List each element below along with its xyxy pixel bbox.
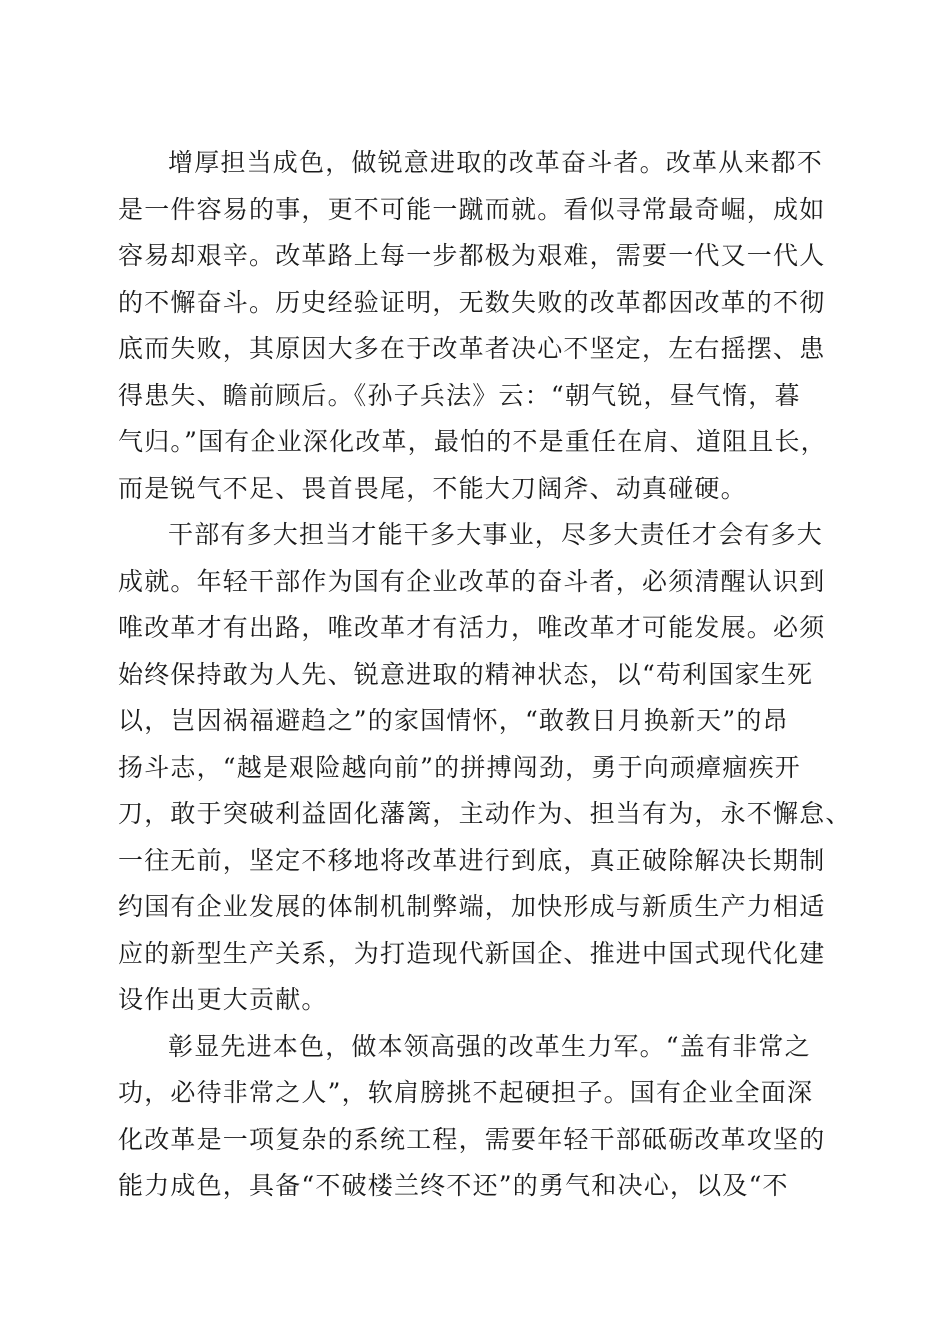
- text-line: 底而失败，其原因大多在于改革者决心不坚定，左右摇摆、患: [118, 334, 826, 363]
- text-line: 成就。年轻干部作为国有企业改革的奋斗者，必须清醒认识到: [118, 566, 826, 596]
- paragraph-3: [118, 1024, 830, 1210]
- text-line: 彰显先进本色，做本领高强的改革生力军。“盖有非常之: [168, 1031, 811, 1061]
- text-line: 以，岂因祸福避趋之”的家国情怀，“敢教日月换新天”的昂: [118, 706, 789, 735]
- text-line: 始终保持敢为人先、锐意进取的精神状态，以“苟利国家生死: [118, 659, 814, 689]
- text-line: 约国有企业发展的体制机制弊端，加快形成与新质生产力相适: [118, 892, 826, 921]
- text-line: 设作出更大贡献。: [118, 985, 328, 1014]
- text-line: 是一件容易的事，更不可能一蹴而就。看似寻常最奇崛，成如: [118, 194, 826, 224]
- text-line: 得患失、瞻前顾后。《孙子兵法》云：“朝气锐，昼气惰，暮: [118, 380, 801, 410]
- text-line: 气归。”国有企业深化改革，最怕的不是重任在肩、道阻且长，: [118, 427, 827, 456]
- text-line: 唯改革才有出路，唯改革才有活力，唯改革才可能发展。必须: [118, 613, 826, 642]
- text-line: 的不懈奋斗。历史经验证明，无数失败的改革都因改革的不彻: [118, 287, 826, 317]
- document-body: [118, 140, 852, 1210]
- text-line: 而是锐气不足、畏首畏尾，不能大刀阔斧、动真碰硬。: [118, 473, 747, 503]
- paragraph-1: [118, 140, 830, 512]
- text-line: 干部有多大担当才能干多大事业，尽多大责任才会有多大: [168, 520, 824, 549]
- text-line: 一往无前，坚定不移地将改革进行到底，真正破除解决长期制: [118, 845, 826, 875]
- text-line: 能力成色，具备“不破楼兰终不还”的勇气和决心，以及“不: [118, 1171, 789, 1200]
- text-line: 化改革是一项复杂的系统工程，需要年轻干部砥砺改革攻坚的: [118, 1124, 826, 1154]
- paragraph-2: [118, 512, 852, 1024]
- text-line: 功，必待非常之人”，软肩膀挑不起硬担子。国有企业全面深: [118, 1078, 814, 1107]
- text-line: 容易却艰辛。改革路上每一步都极为艰难，需要一代又一代人: [118, 241, 826, 270]
- text-line: 刀，敢于突破利益固化藩篱，主动作为、担当有为，永不懈怠、: [118, 799, 852, 828]
- text-line: 应的新型生产关系，为打造现代新国企、推进中国式现代化建: [118, 938, 826, 968]
- text-line: 扬斗志，“越是艰险越向前”的拼搏闯劲，勇于向顽瘴痼疾开: [118, 752, 801, 782]
- text-line: 增厚担当成色，做锐意进取的改革奋斗者。改革从来都不: [168, 148, 824, 177]
